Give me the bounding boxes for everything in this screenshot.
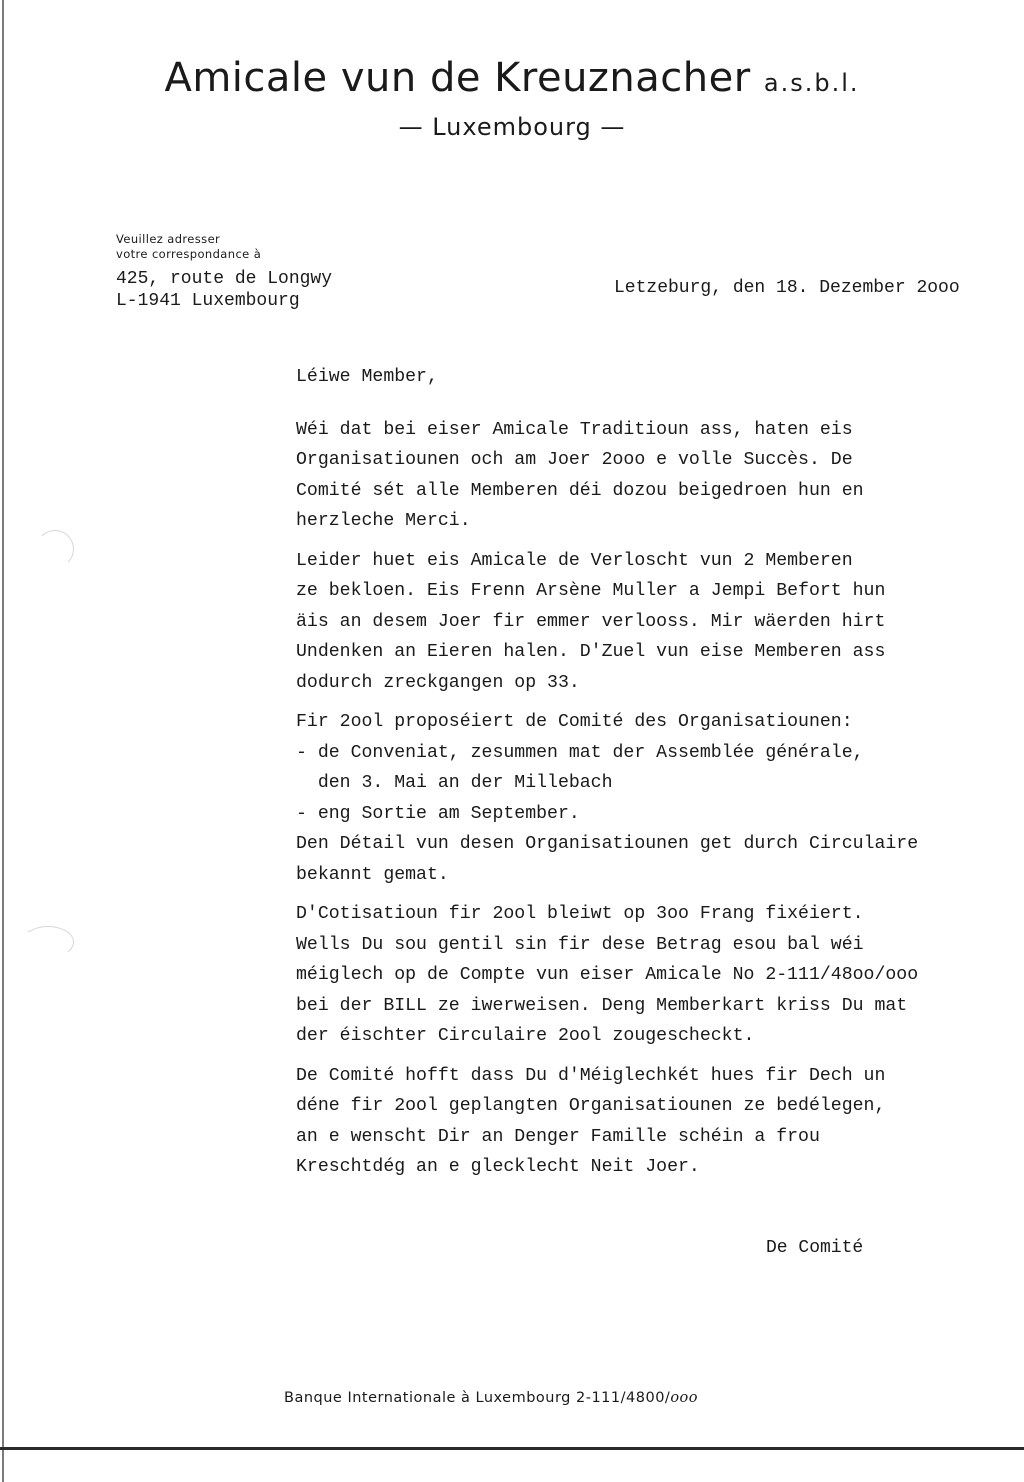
footer-bank-details	[284, 1390, 698, 1406]
organization-name: Amicale vun de Kreuznacher	[164, 55, 751, 101]
paragraph-line: méiglech op de Compte vun eiser Amicale No 2-111/48oo/ooo	[296, 965, 919, 985]
page-left-edge	[2, 0, 4, 1482]
paragraph-line: - de Conveniat, zesummen mat der Assemblée générale,	[296, 742, 864, 763]
letterhead-city: — Luxembourg —	[398, 113, 626, 141]
paragraph-line: den 3. Mai an der Millebach	[296, 773, 613, 793]
paragraph-line: Comité sét alle Memberen déi dozou beigedroen hun en	[296, 480, 864, 501]
punch-hole-mark	[36, 530, 74, 568]
organization-title	[0, 52, 1024, 109]
sender-address	[116, 268, 332, 312]
paragraph-line: der éischter Circulaire 2ool zougescheckt.	[296, 1026, 755, 1046]
paragraph-line: - eng Sortie am September.	[296, 803, 580, 824]
paragraph	[296, 899, 1016, 1052]
paragraph-line: äis an desem Joer fir emmer verlooss. Mir wäerden hirt	[296, 611, 886, 632]
paragraph-line: Kreschtdég an e glecklecht Neit Joer.	[296, 1157, 700, 1177]
paragraph-line: De Comité hofft dass Du d'Méiglechkét hues fir Dech un	[296, 1065, 886, 1086]
paragraph-line: Leider huet eis Amicale de Verloscht vun 2 Memberen	[296, 550, 853, 571]
paragraph	[296, 707, 1016, 890]
paragraph-line: bekannt gemat.	[296, 864, 449, 885]
signature: De Comité	[766, 1238, 864, 1258]
sender-postal-city: L-1941 Luxembourg	[116, 291, 300, 311]
paragraph-line: Fir 2ool proposéiert de Comité des Organisatiounen:	[296, 712, 853, 732]
greeting: Léiwe Member,	[296, 367, 438, 387]
paragraph-line: bei der BILL ze iwerweisen. Deng Memberkart kriss Du mat	[296, 995, 908, 1016]
paragraph-line: Wells Du sou gentil sin fir dese Betrag esou bal wéi	[296, 934, 864, 955]
paragraph-line: herzleche Merci.	[296, 511, 471, 531]
paragraph-line: Wéi dat bei eiser Amicale Traditioun ass, haten eis	[296, 419, 853, 440]
footer-rule	[0, 1447, 1024, 1450]
address-note-line-1: Veuillez adresser	[116, 232, 221, 246]
paragraph-line: Organisatiounen och am Joer 2ooo e volle Succès. De	[296, 450, 853, 470]
paragraph-line: ze bekloen. Eis Frenn Arsène Muller a Jempi Befort hun	[296, 581, 886, 601]
paragraph-line: D'Cotisatioun fir 2ool bleiwt op 3oo Frang fixéiert.	[296, 904, 864, 924]
sender-street: 425, route de Longwy	[116, 269, 333, 289]
sender-address-block	[116, 232, 332, 312]
legal-form: a.s.b.l.	[763, 69, 860, 97]
paragraph-line: an e wenscht Dir an Denger Famille schéin a frou	[296, 1126, 820, 1147]
paragraph-line: dodurch zreckgangen op 33.	[296, 672, 580, 693]
punch-hole-mark	[22, 926, 74, 958]
handwritten-account-suffix: ooo	[670, 1390, 699, 1406]
paragraph-line: Undenken an Eieren halen. D'Zuel vun eise Memberen ass	[296, 642, 886, 662]
paragraph-line: Den Détail vun desen Organisatiounen get durch Circulaire	[296, 834, 919, 854]
letter-date: Letzeburg, den 18. Dezember 2ooo	[614, 278, 960, 298]
letter-body	[296, 362, 1016, 1192]
paragraph	[296, 415, 1016, 537]
paragraph	[296, 1061, 1016, 1183]
bank-account-text: Banque Internationale à Luxembourg 2-111/4800/	[284, 1390, 671, 1406]
paragraph	[296, 546, 1016, 699]
paragraph-line: déne fir 2ool geplangten Organisatiounen ze bedélegen,	[296, 1096, 886, 1116]
address-note-line-2: votre correspondance à	[116, 247, 262, 261]
letterhead	[0, 52, 1024, 145]
